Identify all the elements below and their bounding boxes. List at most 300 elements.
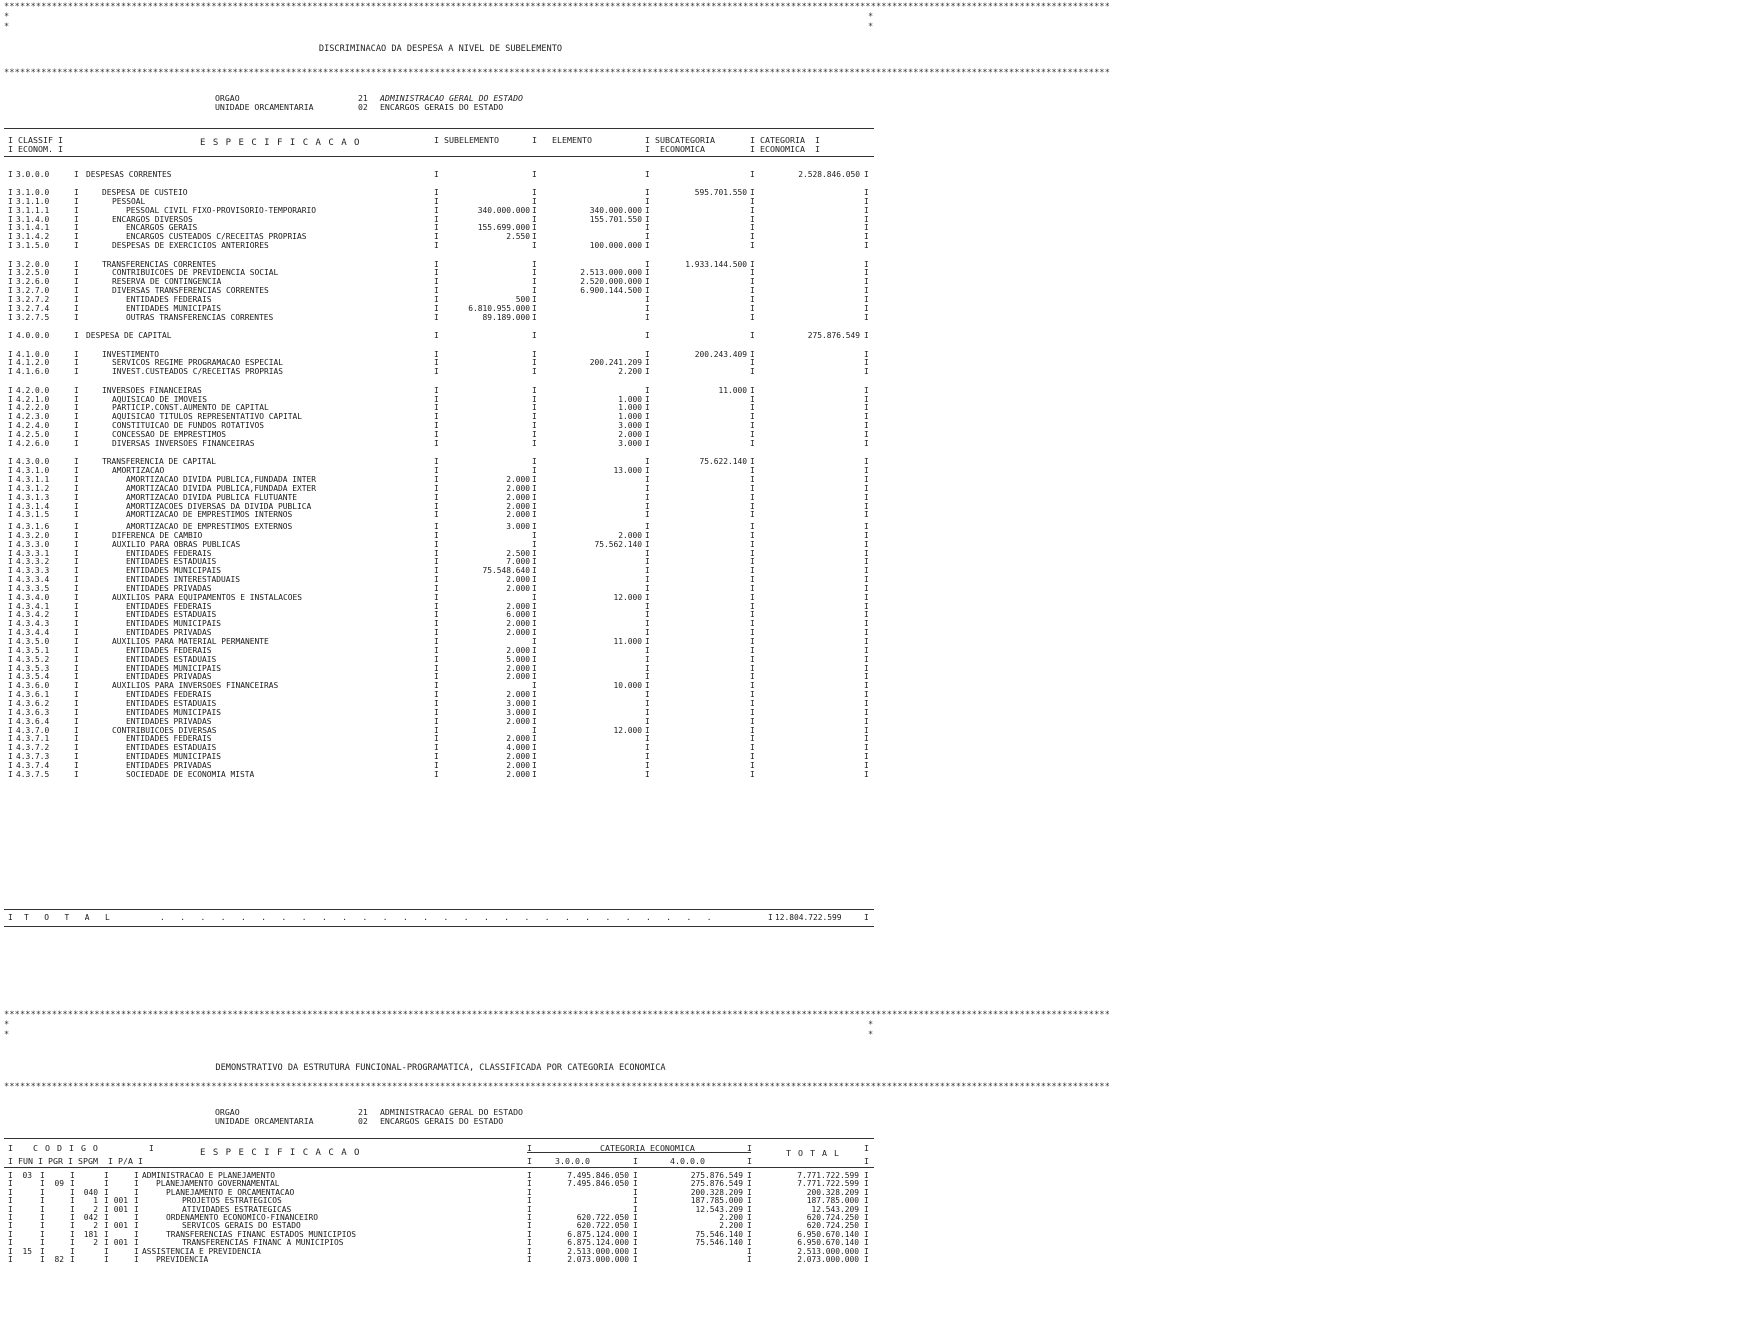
- column-separator: I: [8, 583, 13, 593]
- classif-code: 3.1.1.0: [16, 196, 50, 206]
- col-classif-1: CLASSIF: [18, 135, 53, 145]
- column-separator: I: [8, 286, 13, 296]
- especificacao-text: INVERSOES FINANCEIRAS: [102, 385, 202, 395]
- especificacao-text: AMORTIZACOES DIVERSAS DA DIVIDA PUBLICA: [126, 501, 312, 511]
- column-separator: I: [434, 312, 439, 322]
- classif-code: 4.3.1.4: [16, 501, 50, 511]
- column-separator: I: [434, 438, 439, 448]
- especificacao-text: AQUISICAO TITULOS REPRESENTATIVO CAPITAL: [112, 412, 303, 422]
- column-separator: I: [434, 539, 439, 549]
- column-separator: I: [70, 1221, 75, 1231]
- column-separator: I: [864, 475, 869, 484]
- cat-b-value: 275.876.549: [690, 1179, 743, 1189]
- column-separator: I: [74, 349, 79, 359]
- column-separator: I: [434, 645, 439, 655]
- categoria-value: 2.528.846.050: [798, 169, 860, 179]
- column-separator: I: [532, 539, 537, 549]
- column-separator: I: [434, 214, 439, 224]
- spgm-code: 040: [83, 1187, 98, 1197]
- column-separator: I: [434, 385, 439, 395]
- column-separator: I: [434, 232, 439, 242]
- classif-code: 4.3.4.2: [16, 610, 50, 620]
- column-separator: I: [645, 681, 650, 691]
- column-separator: I: [645, 610, 650, 620]
- especificacao-text: INVEST.CUSTEADOS C/RECEITAS PROPRIAS: [112, 367, 284, 377]
- cat-a-value: 6.875.124.000: [567, 1229, 629, 1239]
- column-separator: I: [74, 188, 79, 198]
- column-separator: I: [8, 196, 13, 206]
- s2-col-codigo: C O D I G O: [32, 1143, 99, 1153]
- column-separator: I: [645, 566, 650, 576]
- classif-code: 4.3.4.4: [16, 628, 50, 638]
- column-separator: I: [645, 707, 650, 717]
- column-separator: I: [864, 628, 869, 638]
- column-separator: I: [532, 501, 537, 511]
- column-separator: I: [8, 566, 13, 576]
- org-code: 21: [358, 1107, 368, 1117]
- spgm-code: 181: [83, 1229, 98, 1239]
- column-separator: I: [532, 394, 537, 404]
- subelemento-value: 3.000: [506, 521, 530, 531]
- categoria-value: 275.876.549: [807, 331, 860, 341]
- column-separator: I: [74, 331, 79, 341]
- column-separator: I: [8, 421, 13, 431]
- column-separator: I: [532, 268, 537, 278]
- column-separator: I: [864, 412, 869, 422]
- classif-code: 4.3.1.3: [16, 492, 50, 502]
- classif-code: 4.3.1.6: [16, 521, 50, 531]
- org-name: ADMINISTRACAO GERAL DO ESTADO: [380, 1107, 523, 1117]
- especificacao-text: OUTRAS TRANSFERENCIAS CORRENTES: [126, 312, 274, 322]
- column-separator: I: [864, 672, 869, 682]
- cat-a-value: 6.875.124.000: [567, 1238, 629, 1248]
- column-separator: I: [750, 734, 755, 744]
- column-separator: I: [527, 1246, 532, 1256]
- column-separator: I: [40, 1221, 45, 1231]
- column-separator: I: [74, 483, 79, 493]
- column-separator: I: [8, 188, 13, 198]
- classif-code: 4.3.6.4: [16, 716, 50, 726]
- classif-code: 4.2.3.0: [16, 412, 50, 422]
- especificacao-text: DESPESAS CORRENTES: [86, 169, 172, 179]
- column-separator: I: [527, 1255, 532, 1264]
- subelemento-value: 4.000: [506, 743, 530, 753]
- column-separator: I: [8, 403, 13, 413]
- column-separator: I: [134, 1229, 139, 1239]
- column-separator: I: [750, 457, 755, 467]
- column-separator: I: [8, 663, 13, 673]
- spgm-code: 042: [83, 1213, 98, 1222]
- column-separator: I: [750, 312, 755, 322]
- column-separator: I: [434, 268, 439, 278]
- org-label: ORGAO: [215, 1107, 240, 1117]
- column-separator: I: [104, 1255, 109, 1264]
- column-separator: I: [134, 1246, 139, 1256]
- column-separator: I: [750, 466, 755, 476]
- col-elemento: ELEMENTO: [551, 135, 592, 145]
- column-separator: I: [532, 566, 537, 576]
- column-separator: I: [864, 331, 869, 341]
- cat-b-value: 200.328.209: [690, 1187, 743, 1197]
- column-separator: I: [750, 421, 755, 431]
- especificacao-text: ENTIDADES FEDERAIS: [126, 295, 212, 304]
- total-value: 7.771.722.599: [797, 1179, 859, 1189]
- column-separator: I: [750, 241, 755, 251]
- col-especificacao: E S P E C I F I C A C A O: [200, 138, 361, 148]
- column-separator: I: [8, 752, 13, 762]
- column-separator: I: [645, 521, 650, 531]
- column-separator: I: [645, 385, 650, 395]
- column-separator: I: [8, 394, 13, 404]
- star-border-right: *: [868, 22, 874, 32]
- column-separator: I: [864, 438, 869, 448]
- column-separator: I: [434, 241, 439, 251]
- cat-b-value: 12.543.209: [695, 1204, 743, 1214]
- column-separator: I: [434, 394, 439, 404]
- column-separator: I: [40, 1171, 45, 1180]
- classif-code: 3.1.4.0: [16, 214, 50, 224]
- column-separator: I: [864, 619, 869, 629]
- column-separator: I: [8, 769, 13, 779]
- column-separator: I: [8, 637, 13, 647]
- column-separator: I: [8, 539, 13, 549]
- elemento-value: 1.000: [618, 394, 642, 404]
- especificacao-text: PESSOAL: [112, 196, 146, 206]
- classif-code: 4.3.1.0: [16, 466, 50, 476]
- column-separator: I: [74, 707, 79, 717]
- column-separator: I: [532, 752, 537, 762]
- column-separator: I: [864, 583, 869, 593]
- s2-col-spgm: SPGM: [78, 1156, 98, 1166]
- s2-col-fun: FUN: [18, 1156, 33, 1166]
- column-separator: I: [645, 232, 650, 242]
- especificacao-text: ENCARGOS CUSTEADOS C/RECEITAS PROPRIAS: [126, 232, 307, 242]
- column-separator: I: [633, 1171, 638, 1180]
- subelemento-value: 5.000: [506, 654, 530, 664]
- especificacao-text: TRANSFERENCIA DE CAPITAL: [102, 457, 217, 467]
- column-separator: I: [864, 358, 869, 368]
- especificacao-text: RESERVA DE CONTINGENCIA: [112, 277, 222, 287]
- column-separator: I: [527, 1221, 532, 1231]
- cat-a-value: 620.722.050: [576, 1221, 629, 1231]
- column-separator: I: [750, 394, 755, 404]
- column-separator: I: [434, 188, 439, 198]
- especificacao-text: ENCARGOS GERAIS: [126, 223, 198, 233]
- column-separator: I: [134, 1171, 139, 1180]
- column-separator: I: [134, 1238, 139, 1248]
- column-separator: I: [434, 628, 439, 638]
- column-separator: I: [532, 367, 537, 377]
- column-separator: I: [864, 1179, 869, 1189]
- column-separator: I: [8, 385, 13, 395]
- subelemento-value: 2.000: [506, 752, 530, 762]
- classif-code: 3.1.4.2: [16, 232, 50, 242]
- column-separator: I: [645, 412, 650, 422]
- column-separator: I: [645, 223, 650, 233]
- pgr-code: 82: [54, 1255, 64, 1264]
- column-separator: I: [633, 1204, 638, 1214]
- column-separator: I: [74, 295, 79, 304]
- column-separator: I: [864, 492, 869, 502]
- column-separator: I: [8, 601, 13, 611]
- column-separator: I: [532, 575, 537, 585]
- pa-code: 001: [113, 1221, 128, 1231]
- column-separator: I: [434, 457, 439, 467]
- column-separator: I: [750, 566, 755, 576]
- classif-code: 4.3.1.2: [16, 483, 50, 493]
- star-border-left: *: [4, 22, 10, 32]
- column-separator: I: [434, 403, 439, 413]
- classif-code: 4.3.2.0: [16, 530, 50, 540]
- elemento-value: 2.000: [618, 430, 642, 439]
- column-separator: I: [532, 510, 537, 520]
- total-value: 12.804.722.599: [775, 913, 842, 922]
- column-separator: I: [74, 223, 79, 233]
- classif-code: 4.3.6.0: [16, 681, 50, 691]
- column-separator: I: [434, 205, 439, 215]
- column-separator: I: [645, 438, 650, 448]
- column-separator: I: [8, 412, 13, 422]
- column-separator: I: [74, 566, 79, 576]
- column-separator: I: [864, 1171, 869, 1180]
- column-separator: I: [645, 214, 650, 224]
- column-separator: I: [645, 654, 650, 664]
- column-separator: I: [750, 286, 755, 296]
- column-separator: I: [74, 394, 79, 404]
- column-separator: I: [74, 521, 79, 531]
- classif-code: 3.1.4.1: [16, 223, 50, 233]
- column-separator: I: [434, 734, 439, 744]
- column-separator: I: [532, 430, 537, 439]
- column-separator: I: [104, 1179, 109, 1189]
- cat-b-value: 2.200: [719, 1213, 743, 1222]
- column-separator: I: [74, 601, 79, 611]
- column-separator: I: [864, 1229, 869, 1239]
- column-separator: I: [40, 1229, 45, 1239]
- subelemento-value: 2.000: [506, 690, 530, 700]
- column-separator: I: [434, 769, 439, 779]
- column-separator: I: [532, 457, 537, 467]
- column-separator: I: [40, 1213, 45, 1222]
- column-separator: I: [74, 286, 79, 296]
- column-separator: I: [645, 358, 650, 368]
- column-separator: I: [532, 548, 537, 558]
- column-separator: I: [74, 610, 79, 620]
- column-separator: I: [532, 312, 537, 322]
- column-separator: I: [74, 743, 79, 753]
- subelemento-value: 2.000: [506, 628, 530, 638]
- column-separator: I: [434, 358, 439, 368]
- column-separator: I: [864, 232, 869, 242]
- column-separator: I: [532, 475, 537, 484]
- column-separator: I: [434, 601, 439, 611]
- column-separator: I: [8, 214, 13, 224]
- classif-code: 4.1.6.0: [16, 367, 50, 377]
- column-separator: I: [864, 1238, 869, 1248]
- column-separator: I: [864, 510, 869, 520]
- column-separator: I: [645, 752, 650, 762]
- column-separator: I: [864, 548, 869, 558]
- column-separator: I: [527, 1213, 532, 1222]
- column-separator: I: [532, 619, 537, 629]
- subelemento-value: 7.000: [506, 557, 530, 567]
- org-code: 21: [358, 93, 368, 103]
- column-separator: I: [74, 277, 79, 287]
- column-separator: I: [750, 268, 755, 278]
- column-separator: I: [74, 303, 79, 313]
- column-separator: I: [645, 367, 650, 377]
- column-separator: I: [74, 268, 79, 278]
- s2-col-pa: P/A: [117, 1156, 133, 1166]
- column-separator: I: [434, 548, 439, 558]
- column-separator: I: [8, 760, 13, 770]
- subelemento-value: 2.000: [506, 760, 530, 770]
- column-separator: I: [864, 196, 869, 206]
- column-separator: I: [74, 690, 79, 700]
- column-separator: I: [645, 530, 650, 540]
- classif-code: 4.1.0.0: [16, 349, 50, 359]
- col-subcat-2: ECONOMICA: [660, 144, 705, 154]
- column-separator: I: [8, 1196, 13, 1206]
- column-separator: I: [750, 403, 755, 413]
- column-separator: I: [864, 188, 869, 198]
- column-separator: I: [8, 223, 13, 233]
- column-separator: I: [864, 1213, 869, 1222]
- column-separator: I: [8, 734, 13, 744]
- column-separator: I: [434, 698, 439, 708]
- subcategoria-value: 75.622.140: [699, 457, 747, 467]
- column-separator: I: [104, 1238, 109, 1248]
- classif-code: 4.3.3.3: [16, 566, 50, 576]
- column-separator: I: [750, 223, 755, 233]
- column-separator: I: [74, 698, 79, 708]
- column-separator: I: [864, 223, 869, 233]
- column-separator: I: [134, 1213, 139, 1222]
- column-separator: I: [747, 1213, 752, 1222]
- column-separator: I: [864, 205, 869, 215]
- column-separator: I: [532, 259, 537, 269]
- column-separator: I: [8, 241, 13, 251]
- column-separator: I: [864, 1196, 869, 1206]
- column-separator: I: [645, 421, 650, 431]
- column-separator: I: [527, 1196, 532, 1206]
- column-separator: I: [74, 241, 79, 251]
- column-separator: I: [864, 1221, 869, 1231]
- classif-code: 4.3.5.4: [16, 672, 50, 682]
- column-separator: I: [8, 610, 13, 620]
- unit-name: ENCARGOS GERAIS DO ESTADO: [380, 102, 504, 112]
- column-separator: I: [104, 1213, 109, 1222]
- column-separator: I: [434, 610, 439, 620]
- classif-code: 3.2.7.4: [16, 303, 50, 313]
- column-separator: I: [8, 1221, 13, 1231]
- column-separator: I: [750, 385, 755, 395]
- especificacao-text: DESPESA DE CAPITAL: [86, 331, 172, 341]
- column-separator: I: [434, 681, 439, 691]
- column-separator: I: [434, 501, 439, 511]
- classif-code: 3.1.1.1: [16, 205, 50, 215]
- classif-code: 4.3.5.1: [16, 645, 50, 655]
- s2-col-total: T O T A L: [786, 1148, 840, 1158]
- column-separator: I: [134, 1196, 139, 1206]
- subelemento-value: 2.000: [506, 672, 530, 682]
- elemento-value: 200.241.209: [589, 358, 642, 368]
- column-separator: I: [8, 592, 13, 602]
- column-separator: I: [864, 286, 869, 296]
- elemento-value: 155.701.550: [589, 214, 642, 224]
- classif-code: 4.2.0.0: [16, 385, 50, 395]
- column-separator: I: [747, 1255, 752, 1264]
- column-separator: I: [74, 716, 79, 726]
- column-separator: I: [8, 716, 13, 726]
- header-rule-bottom: [4, 156, 874, 157]
- column-separator: I: [532, 663, 537, 673]
- column-separator: I: [434, 286, 439, 296]
- column-separator: I: [645, 539, 650, 549]
- column-separator: I: [864, 557, 869, 567]
- subelemento-value: 2.000: [506, 501, 530, 511]
- s2-header-rule-top: [4, 1138, 874, 1139]
- column-separator: I: [750, 760, 755, 770]
- total-rule-bottom: [4, 926, 874, 927]
- column-separator: I: [750, 539, 755, 549]
- section2-title: DEMONSTRATIVO DA ESTRUTURA FUNCIONAL-PROGRAMATICA, CLASSIFICADA POR CATEGORIA ECONOMICA: [215, 1063, 666, 1073]
- column-separator: I: [747, 1238, 752, 1248]
- star-border-bottom: ****************************************************************************************************************************************************************************************************************: [4, 68, 1111, 78]
- column-separator: I: [434, 196, 439, 206]
- column-separator: I: [434, 663, 439, 673]
- column-separator: I: [645, 760, 650, 770]
- column-separator: I: [532, 286, 537, 296]
- classif-code: 4.3.4.0: [16, 592, 50, 602]
- column-separator: I: [864, 725, 869, 735]
- column-separator: I: [532, 349, 537, 359]
- especificacao-text: ENTIDADES MUNICIPAIS: [126, 707, 222, 717]
- especificacao-text: ENTIDADES ESTADUAIS: [126, 698, 217, 708]
- column-separator: I: [532, 169, 537, 179]
- column-separator: I: [74, 438, 79, 448]
- elemento-value: 100.000.000: [589, 241, 642, 251]
- column-separator: I: [40, 1238, 45, 1248]
- column-separator: I: [527, 1204, 532, 1214]
- column-separator: I: [750, 412, 755, 422]
- column-separator: I: [750, 725, 755, 735]
- column-separator: I: [40, 1187, 45, 1197]
- column-separator: I: [864, 592, 869, 602]
- column-separator: I: [74, 385, 79, 395]
- especificacao-text: AUXILIO PARA OBRAS PUBLICAS: [112, 539, 241, 549]
- column-separator: I: [532, 628, 537, 638]
- column-separator: I: [750, 575, 755, 585]
- especificacao-text: CONTRIBUICOES DE PREVIDENCIA SOCIAL: [112, 268, 279, 278]
- unit-name: ENCARGOS GERAIS DO ESTADO: [380, 1116, 504, 1126]
- column-separator: I: [8, 672, 13, 682]
- classif-code: 3.2.7.5: [16, 312, 50, 322]
- column-separator: I: [74, 475, 79, 484]
- column-separator: I: [864, 637, 869, 647]
- column-separator: I: [864, 539, 869, 549]
- classif-code: 4.3.7.2: [16, 743, 50, 753]
- column-separator: I: [633, 1187, 638, 1197]
- subelemento-value: 2.000: [506, 475, 530, 484]
- column-separator: I: [864, 268, 869, 278]
- column-separator: I: [8, 1187, 13, 1197]
- column-separator: I: [750, 438, 755, 448]
- column-separator: I: [747, 1204, 752, 1214]
- column-separator: I: [645, 286, 650, 296]
- column-separator: I: [532, 303, 537, 313]
- column-separator: I: [864, 530, 869, 540]
